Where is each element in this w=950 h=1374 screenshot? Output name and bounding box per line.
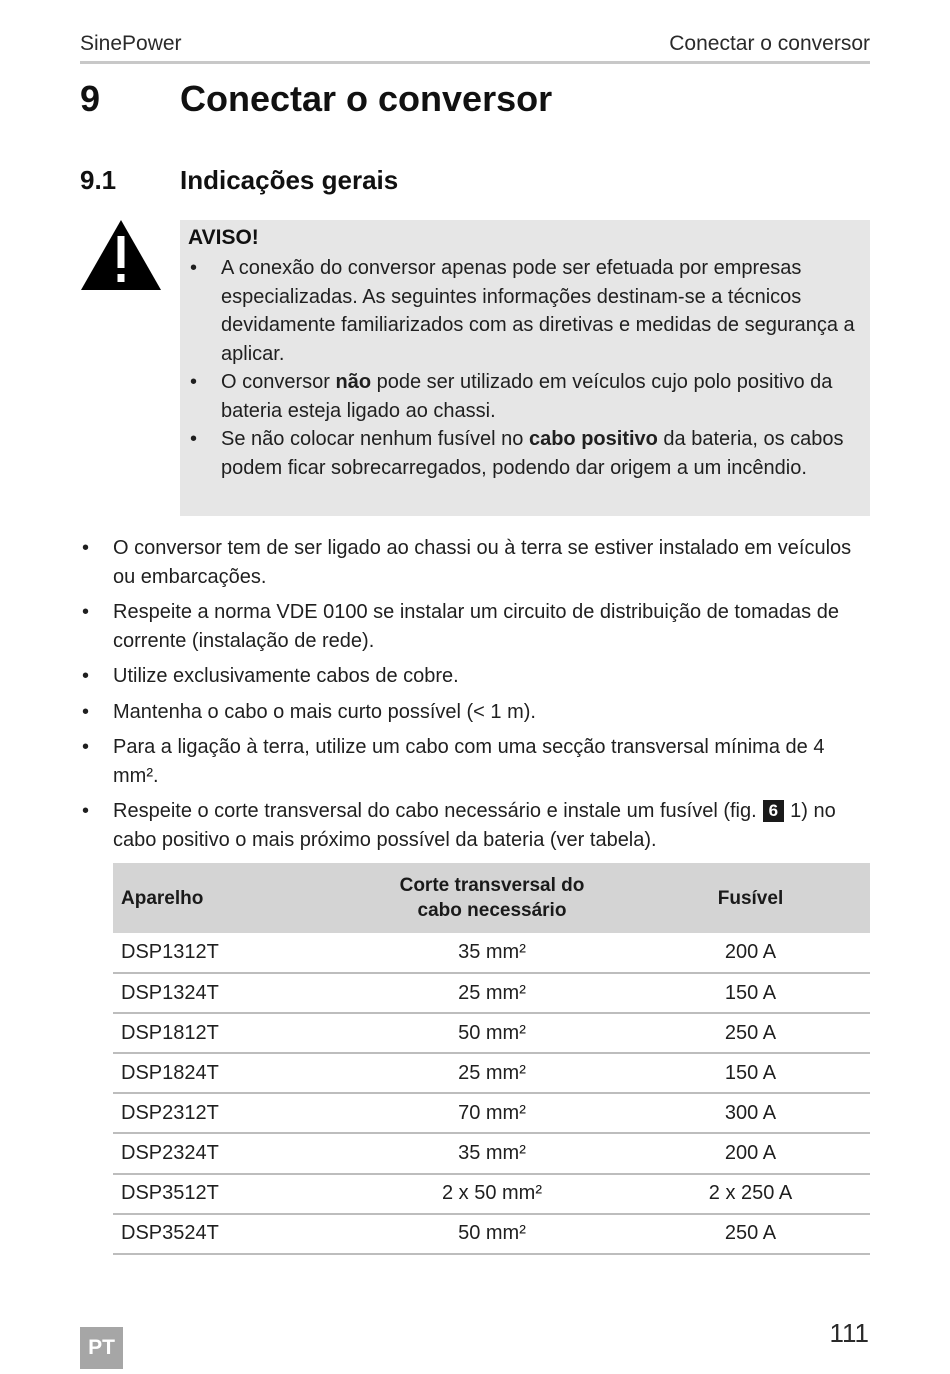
header-fuse: Fusível xyxy=(717,887,784,909)
header-brand: SinePower xyxy=(80,32,182,55)
cell-device: DSP2312T xyxy=(121,1101,219,1124)
cell-device: DSP1812T xyxy=(121,1021,219,1044)
table-row xyxy=(113,973,870,1013)
chapter-number: 9 xyxy=(80,78,101,119)
cell-cable: 25 mm² xyxy=(458,1061,526,1084)
running-header xyxy=(80,32,870,64)
table-row xyxy=(113,1053,870,1093)
list-item-text: Utilize exclusivamente cabos de cobre. xyxy=(113,665,459,687)
warning-list xyxy=(188,254,864,482)
cell-fuse: 2 x 250 A xyxy=(708,1182,793,1205)
cell-cable: 50 mm² xyxy=(458,1222,526,1245)
warning-item-text: A conexão do conversor apenas pode ser efetuada por empresas especializadas. As seguintes informações destinam-se a técnicos devidamente familiarizados com as diretivas e medidas de segurança a aplicar. xyxy=(221,257,855,365)
warning-item xyxy=(188,368,864,425)
cell-fuse: 200 A xyxy=(724,1142,777,1165)
list-item xyxy=(80,598,870,655)
list-item-text: Respeite o corte transversal do cabo necessário e instale um fusível (fig. xyxy=(113,800,757,822)
list-item-text: Respeite a norma VDE 0100 se instalar um circuito de distribuição de tomadas de corrente (instalação de rede). xyxy=(113,601,839,652)
table-row xyxy=(113,933,870,973)
warning-item-emphasis: cabo positivo xyxy=(528,428,658,450)
cell-fuse: 300 A xyxy=(724,1101,777,1124)
cell-fuse: 250 A xyxy=(724,1021,777,1044)
cell-cable: 2 x 50 mm² xyxy=(441,1182,543,1205)
header-device: Aparelho xyxy=(121,887,204,909)
cell-fuse: 250 A xyxy=(724,1222,777,1245)
fuse-table xyxy=(113,863,870,1255)
table-row xyxy=(113,1013,870,1053)
table-row xyxy=(113,1174,870,1214)
table-row xyxy=(113,1093,870,1133)
cell-cable: 35 mm² xyxy=(458,1142,526,1165)
cell-device: DSP2324T xyxy=(121,1142,219,1165)
warning-title: AVISO! xyxy=(188,226,259,249)
list-item-text: O conversor tem de ser ligado ao chassi ou à terra se estiver instalado em veículos ou embarcações. xyxy=(113,537,852,588)
warning-item-text: O conversor xyxy=(221,371,336,393)
warning-item-text: Se não colocar nenhum fusível no xyxy=(221,428,529,450)
language-badge: PT xyxy=(80,1327,123,1369)
warning-box xyxy=(180,220,870,516)
figure-reference-badge[interactable]: 6 xyxy=(763,800,784,822)
instruction-list xyxy=(80,534,870,861)
table-row xyxy=(113,1214,870,1254)
warning-item xyxy=(188,425,864,482)
list-item xyxy=(80,662,870,691)
list-item-text: Para a ligação à terra, utilize um cabo com uma secção transversal mínima de 4 mm². xyxy=(113,736,825,787)
warning-item xyxy=(188,254,864,368)
cell-cable: 35 mm² xyxy=(458,941,526,964)
header-cable-line1: Corte transversal do xyxy=(399,875,585,896)
cell-device: DSP1312T xyxy=(121,941,219,964)
table-header-row xyxy=(113,863,870,933)
cell-device: DSP1824T xyxy=(121,1061,219,1084)
cell-device: DSP3512T xyxy=(121,1182,219,1205)
cell-fuse: 150 A xyxy=(724,1061,777,1084)
cell-cable: 50 mm² xyxy=(458,1021,526,1044)
section-number: 9.1 xyxy=(80,165,117,195)
cell-cable: 70 mm² xyxy=(458,1101,526,1124)
warning-triangle-icon xyxy=(79,218,163,292)
warning-item-emphasis: não xyxy=(335,371,372,393)
cell-device: DSP1324T xyxy=(121,981,219,1004)
list-item xyxy=(80,797,870,854)
list-item xyxy=(80,733,870,790)
cell-cable: 25 mm² xyxy=(458,981,526,1004)
list-item xyxy=(80,698,870,727)
list-item xyxy=(80,534,870,591)
cell-device: DSP3524T xyxy=(121,1222,219,1245)
warning-item-text: pode ser utilizado em veículos cujo polo positivo da bateria esteja ligado ao chassi. xyxy=(221,371,833,422)
chapter-title: Conectar o conversor xyxy=(180,78,553,119)
table-row xyxy=(113,1133,870,1173)
cell-fuse: 200 A xyxy=(724,941,777,964)
list-item-text: Mantenha o cabo o mais curto possível (< 1 m). xyxy=(113,700,536,723)
cell-fuse: 150 A xyxy=(724,981,777,1004)
list-item-text: 1) no cabo positivo o mais próximo possível da bateria (ver tabela). xyxy=(113,800,836,851)
section-title: Indicações gerais xyxy=(180,165,399,195)
warning-item-text: da bateria, os cabos podem ficar sobrecarregados, podendo dar origem a um incêndio. xyxy=(221,428,844,479)
page-number: 111 xyxy=(829,1318,869,1348)
header-cable-line2: cabo necessário xyxy=(417,900,567,921)
header-chapter-title: Conectar o conversor xyxy=(669,32,870,55)
header-cable-section xyxy=(353,863,631,933)
